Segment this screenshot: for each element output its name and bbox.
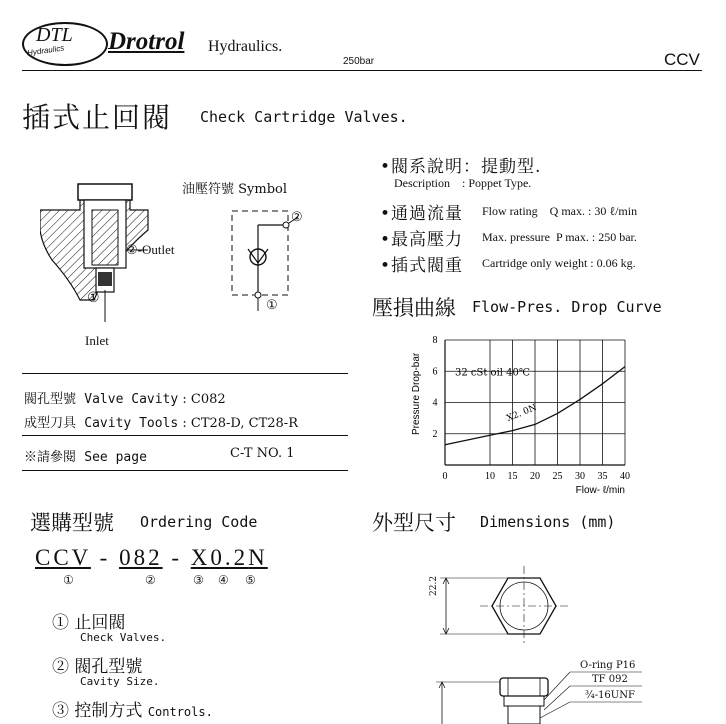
dimensions-title-zh: 外型尺寸 [372, 511, 456, 535]
cavity-row-1: 閥孔型號 Valve Cavity : C082 [24, 392, 226, 407]
logo-text: DTL [36, 24, 73, 46]
cavity-row-3-value: C-T NO. 1 [230, 446, 295, 461]
logo-sub: Hydraulics [26, 43, 65, 58]
brand-name: Drotrol [108, 28, 185, 55]
chart-y-tick-label: 2 [432, 428, 438, 440]
chart-annotation-oil: 32 cSt oil 40℃ [455, 367, 531, 379]
table-rule-top [22, 373, 348, 374]
code-num-2: ② [145, 573, 156, 587]
brand-sub: Hydraulics. [208, 38, 283, 55]
desc-en-2: Flow rating Q max. : 30 ℓ/min [482, 204, 638, 218]
ordering-item-1: ① 止回閥 [52, 613, 126, 633]
pressure-drop-chart [405, 330, 635, 495]
chart-x-tick-label: 15 [507, 471, 518, 482]
chart-x-tick-label: 35 [597, 471, 608, 482]
tf-label: TF 092 [592, 674, 628, 685]
symbol-port-1: ① [266, 298, 278, 313]
ordering-title-zh: 選購型號 [30, 511, 114, 535]
inlet-label: Inlet [85, 333, 109, 348]
chart-y-tick-label: 6 [432, 366, 438, 378]
desc-zh-3: •最高壓力 [380, 230, 464, 250]
ordering-item-3: ③ 控制方式 Controls. [52, 701, 213, 721]
chart-x-label: Flow- ℓ/min [575, 485, 625, 495]
chart-x-tick-label: 0 [442, 471, 448, 482]
code-num-1: ① [63, 573, 74, 587]
hex-dimension: 22.2 [429, 575, 439, 596]
valve-cross-section [40, 170, 360, 355]
outlet-label: ②-Outlet [126, 242, 175, 257]
cavity-row-2: 成型刀具 Cavity Tools : CT28-D, CT28-R [24, 416, 298, 431]
desc-zh-4: •插式閥重 [380, 256, 464, 276]
desc-en-3: Max. pressure P max. : 250 bar. [482, 230, 637, 244]
desc-en-4: Cartridge only weight : 0.06 kg. [482, 256, 636, 270]
chart-x-tick-label: 20 [530, 471, 540, 482]
chart-y-label: Pressure Drop-bar [411, 352, 422, 435]
oring-label: O-ring P16 [580, 660, 636, 671]
thread-label: ¾-16UNF [585, 690, 635, 701]
chart-annotation-setting: X2. 0N [505, 402, 539, 425]
desc-en-1: Description : Poppet Type. [394, 176, 532, 190]
curve-title-zh: 壓損曲線 [372, 296, 456, 320]
chart-y-tick-label: 4 [432, 397, 438, 409]
desc-zh-1: •閥系說明：提動型. [380, 157, 542, 177]
dimensions-title-en: Dimensions (mm) [480, 513, 616, 531]
page-title-en: Check Cartridge Valves. [200, 108, 408, 126]
ordering-item-2-en: Cavity Size. [80, 675, 160, 688]
table-rule-bottom [22, 470, 348, 471]
code-num-4: ④ [218, 573, 229, 587]
chart-x-tick-label: 10 [485, 471, 495, 482]
ordering-item-1-en: Check Valves. [80, 631, 167, 644]
symbol-port-2: ② [291, 210, 303, 225]
pressure-rating: 250bar [343, 56, 375, 67]
chart-x-tick-label: 30 [575, 471, 585, 482]
ordering-item-2: ② 閥孔型號 [52, 657, 143, 677]
chart-grid [445, 340, 625, 465]
dimension-drawing [420, 560, 700, 724]
code-num-3: ③ [193, 573, 204, 587]
model-code: CCV [664, 50, 700, 69]
table-rule-mid [22, 435, 348, 436]
cavity-row-3: ※請參閱 See page [24, 450, 147, 465]
desc-zh-2: •通過流量 [380, 204, 464, 224]
chart-x-tick-label: 25 [552, 471, 563, 482]
chart-x-tick-label: 40 [620, 471, 630, 482]
chart-y-tick-label: 8 [432, 335, 438, 346]
ordering-code: CCV - 082 - X0.2N [35, 545, 268, 570]
symbol-label: 油壓符號 Symbol [182, 182, 288, 197]
inlet-number: ① [87, 291, 100, 306]
header-divider [22, 70, 702, 71]
code-num-5: ⑤ [245, 573, 256, 587]
ordering-title-en: Ordering Code [140, 513, 258, 531]
page-title-zh: 插式止回閥 [22, 101, 173, 134]
curve-title-en: Flow-Pres. Drop Curve [472, 298, 662, 316]
